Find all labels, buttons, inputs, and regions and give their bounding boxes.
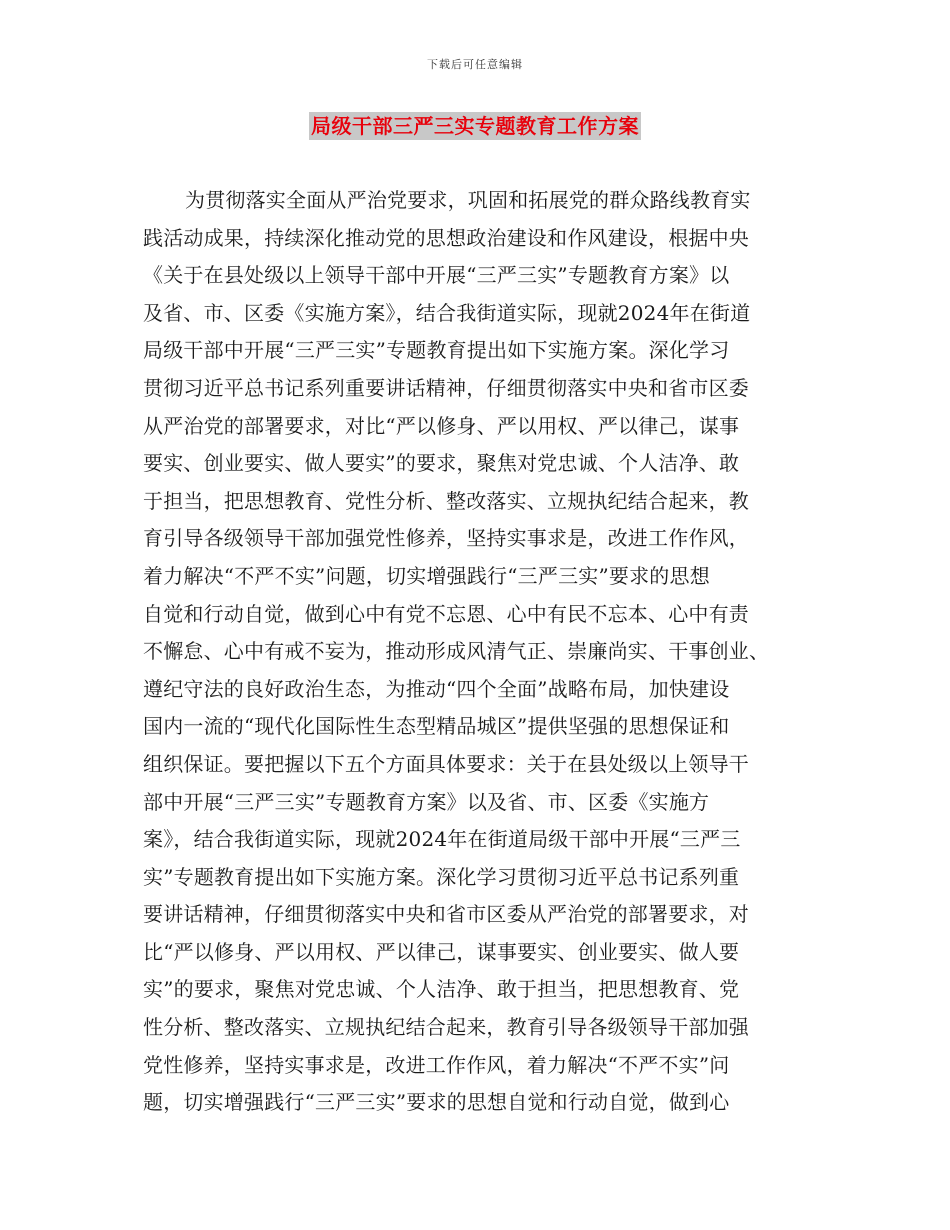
body-line: 自觉和行动自觉，做到心中有党不忘恩、心中有民不忘本、心中有责 bbox=[143, 601, 749, 626]
body-line: 组织保证。要把握以下五个方面具体要求：关于在县处级以上领导干 bbox=[143, 751, 749, 776]
body-line: 于担当，把思想教育、党性分析、整改落实、立规执纪结合起来，教 bbox=[143, 488, 749, 513]
document-title: 局级干部三严三实专题教育工作方案 bbox=[311, 114, 639, 138]
body-line: 从严治党的部署要求，对比“严以修身、严以用权、严以律己，谋事 bbox=[143, 413, 740, 438]
body-line: 不懈怠、心中有戒不妄为，推动形成风清气正、崇廉尚实、干事创业、 bbox=[143, 639, 770, 664]
body-line: 党性修养，坚持实事求是，改进工作作风，着力解决“不严不实”问 bbox=[143, 1052, 730, 1077]
body-line: 要讲话精神，仔细贯彻落实中央和省市区委从严治党的部署要求，对 bbox=[143, 902, 749, 927]
body-line: 案》，结合我街道实际，现就2024年在街道局级干部中开展“三严三 bbox=[143, 827, 741, 852]
body-line: 贯彻习近平总书记系列重要讲话精神，仔细贯彻落实中央和省市区委 bbox=[143, 375, 749, 400]
body-line: 比“严以修身、严以用权、严以律己，谋事要实、创业要实、做人要 bbox=[143, 939, 740, 964]
header-note: 下载后可任意编辑 bbox=[427, 58, 523, 71]
body-line: 部中开展“三严三实”专题教育方案》以及省、市、区委《实施方 bbox=[143, 789, 710, 814]
body-line: 践活动成果，持续深化推动党的思想政治建设和作风建设，根据中央 bbox=[143, 225, 749, 250]
body-line: 题，切实增强践行“三严三实”要求的思想自觉和行动自觉，做到心 bbox=[143, 1090, 730, 1115]
body-line: 实”的要求，聚焦对党忠诚、个人洁净、敢于担当，把思想教育、党 bbox=[143, 977, 740, 1002]
body-line: 为贯彻落实全面从严治党要求，巩固和拓展党的群众路线教育实 bbox=[185, 188, 751, 212]
body-paragraph bbox=[143, 182, 811, 1122]
title-container bbox=[0, 112, 950, 140]
body-line: 及省、市、区委《实施方案》，结合我街道实际，现就2024年在街道 bbox=[143, 300, 751, 325]
body-line: 性分析、整改落实、立规执纪结合起来，教育引导各级领导干部加强 bbox=[143, 1015, 749, 1040]
body-line: 遵纪守法的良好政治生态，为推动“四个全面”战略布局，加快建设 bbox=[143, 676, 730, 701]
body-line: 育引导各级领导干部加强党性修养，坚持实事求是，改进工作作风， bbox=[143, 526, 749, 551]
body-line: 《关于在县处级以上领导干部中开展“三严三实”专题教育方案》以 bbox=[143, 263, 730, 288]
body-line: 局级干部中开展“三严三实”专题教育提出如下实施方案。深化学习 bbox=[143, 338, 730, 363]
body-line: 国内一流的“现代化国际性生态型精品城区”提供坚强的思想保证和 bbox=[143, 714, 730, 739]
body-line: 着力解决“不严不实”问题，切实增强践行“三严三实”要求的思想 bbox=[143, 563, 710, 588]
body-line: 实”专题教育提出如下实施方案。深化学习贯彻习近平总书记系列重 bbox=[143, 864, 740, 889]
body-line: 要实、创业要实、做人要实”的要求，聚焦对党忠诚、个人洁净、敢 bbox=[143, 451, 740, 476]
